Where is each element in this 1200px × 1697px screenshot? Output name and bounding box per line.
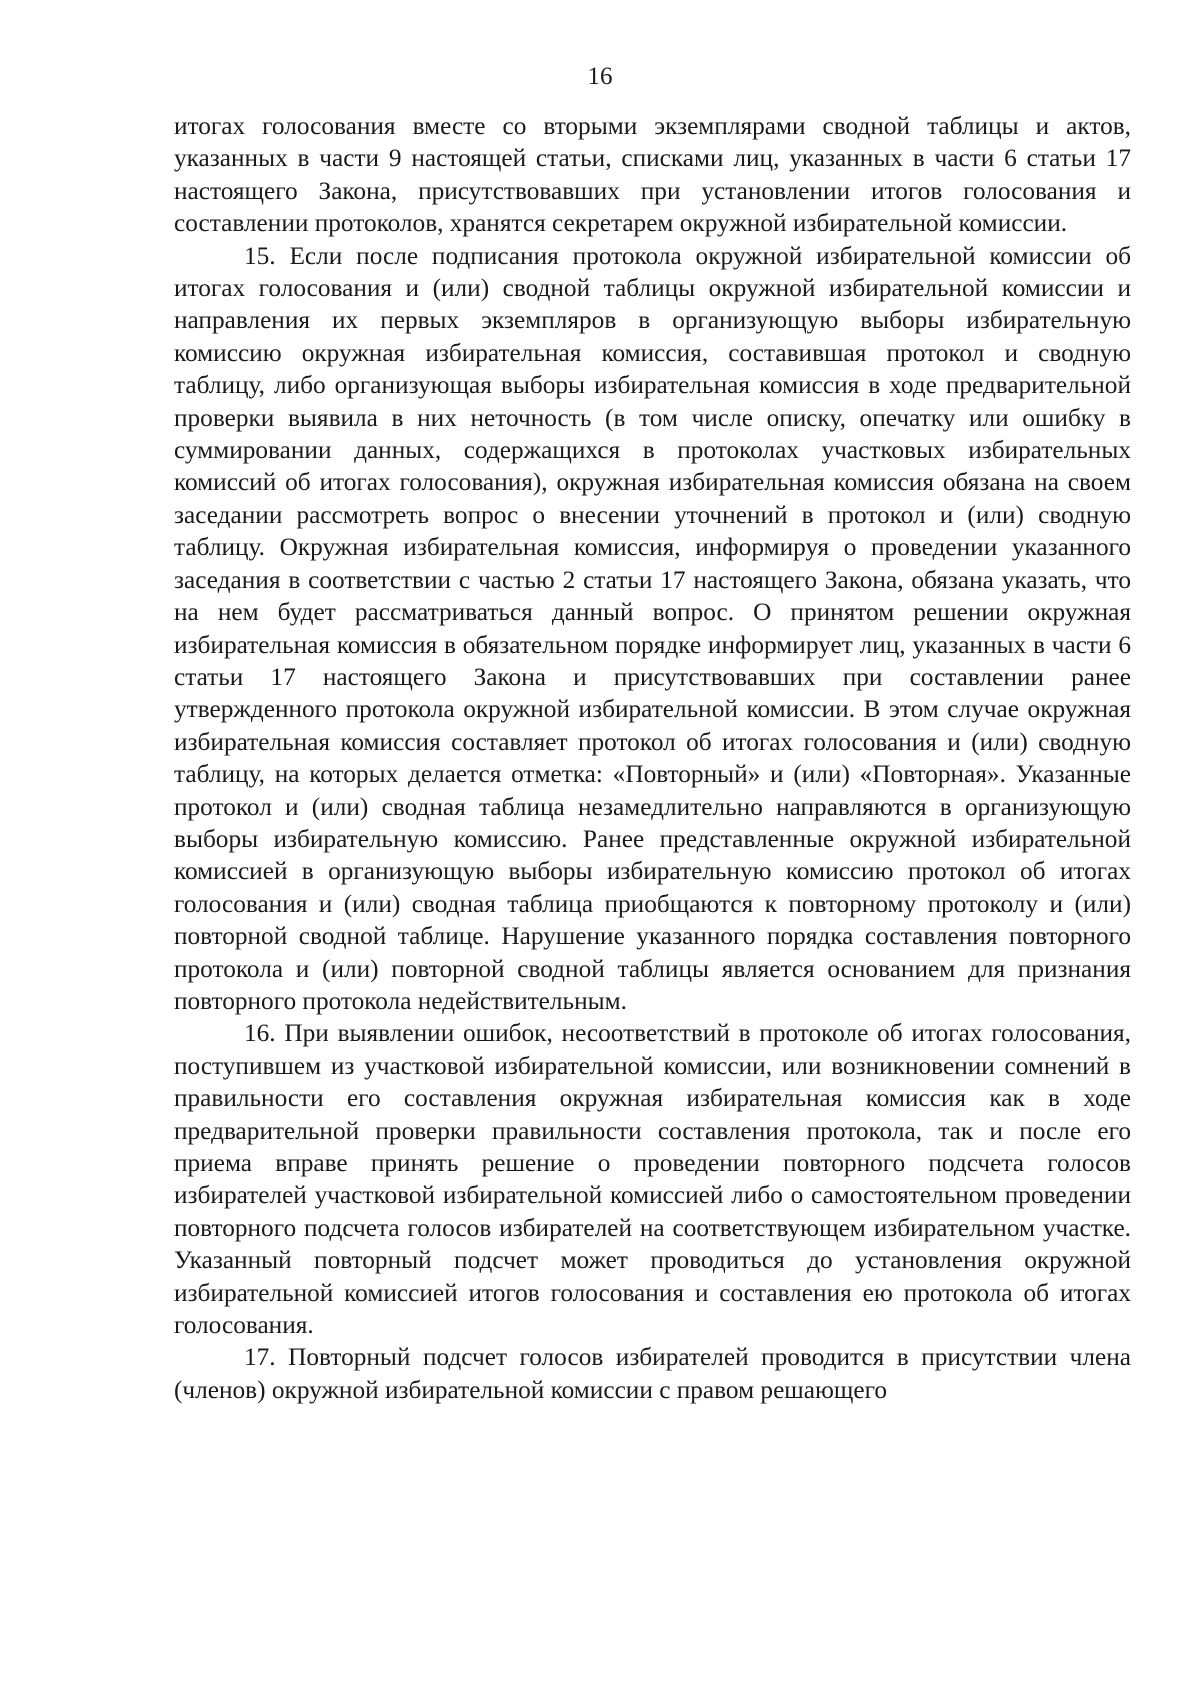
paragraph-16: 16. При выявлении ошибок, несоответствий в протоколе об итогах голосования, поступившем из участковой избирательной комиссии, или возникновении сомнений в правильности его составления окружная избирательная комиссия как в ходе предварительной проверки правильности составления протокола, так и после его приема вправе принять решение о проведении повторного подсчета голосов избирателей участковой избирательной комиссией либо о самостоятельном проведении повторного подсчета голосов избирателей на соответствующем избирательном участке. Указанный повторный подсчет может проводиться до установления окружной избирательной комиссией итогов голосования и составления ею протокола об итогах голосования. xyxy=(174,1019,1131,1340)
paragraph-17: 17. Повторный подсчет голосов избирателей проводится в присутствии члена (членов) окружной избирательной комиссии с правом решающего xyxy=(174,1343,1131,1404)
paragraph-continuation: итогах голосования вместе со вторыми экземплярами сводной таблицы и актов, указанных в части 9 настоящей статьи, списками лиц, указанных в части 6 статьи 17 настоящего Закона, присутствовавших при установлении итогов голосования и составлении протоколов, хранятся секретарем окружной избирательной комиссии. xyxy=(174,112,1131,238)
page-number: 16 xyxy=(587,63,613,90)
paragraph-15: 15. Если после подписания протокола окружной избирательной комиссии об итогах голосования и (или) сводной таблицы окружной избирательной комиссии и направления их первых экземпляров в организующую выборы избирательную комиссию окружная избирательная комиссия, составившая протокол и сводную таблицу, либо организующая выборы избирательная комиссия в ходе предварительной проверки выявила в них неточность (в том числе описку, опечатку или ошибку в суммировании данных, содержащихся в протоколах участковых избирательных комиссий об итогах голосования), окружная избирательная комиссия обязана на своем заседании рассмотреть вопрос о внесении уточнений в протокол и (или) сводную таблицу. Окружная избирательная комиссия, информируя о проведении указанного заседания в соответствии с частью 2 статьи 17 настоящего Закона, обязана указать, что на нем будет рассматриваться данный вопрос. О принятом решении окружная избирательная комиссия в обязательном порядке информирует лиц, указанных в части 6 статьи 17 настоящего Закона и присутствовавших при составлении ранее утвержденного протокола окружной избирательной комиссии. В этом случае окружная избирательная комиссия составляет протокол об итогах голосования и (или) сводную таблицу, на которых делается отметка: «Повторный» и (или) «Повторная». Указанные протокол и (или) сводная таблица незамедлительно направляются в организующую выборы избирательную комиссию. Ранее представленные окружной избирательной комиссией в организующую выборы избирательную комиссию протокол об итогах голосования и (или) сводная таблица приобщаются к повторному протоколу и (или) повторной сводной таблице. Нарушение указанного порядка составления повторного протокола и (или) повторной сводной таблицы является основанием для признания повторного протокола недействительным. xyxy=(174,241,1131,1015)
document-body xyxy=(174,110,1131,1406)
